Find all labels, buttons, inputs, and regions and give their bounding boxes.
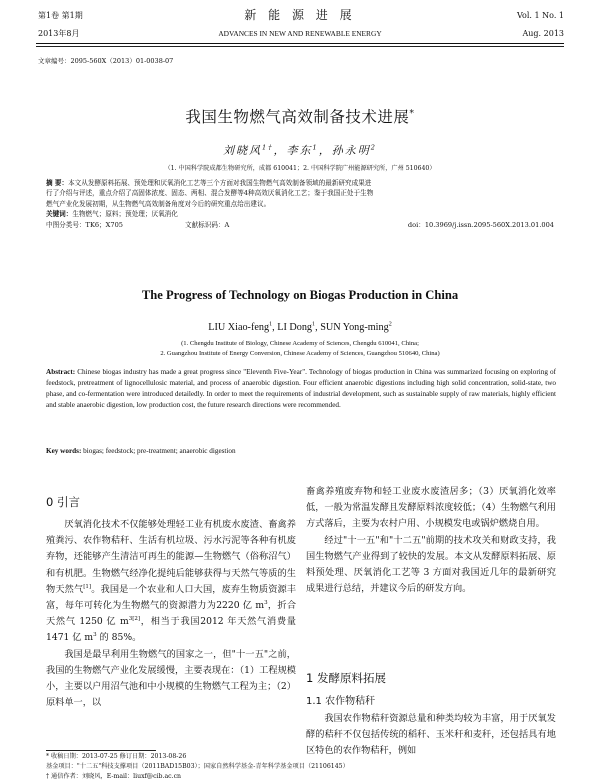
intro-heading: 0 引言 <box>46 495 80 509</box>
intro-paragraph-2: 我国是最早利用生物燃气的国家之一，但"十一五"之前，我国的生物燃气产业化发展缓慢，主要表现在：（1）工程规模小，主要以户用沼气池和中小规模的生物燃气工程为主；（2）原料单一，以 <box>46 648 296 709</box>
intro-p1-e: 的 85%。 <box>96 632 142 644</box>
en-affiliation-1: (1. Chengdu Institute of Biology, Chinese Academy of Sciences, Chengdu 610041, China; <box>181 340 419 347</box>
cn-title <box>0 105 600 127</box>
right-paragraph-1: 畜禽养殖废弃物和轻工业废水废渣居多；（3）厌氧消化效率低，一般为常温发酵且发酵原料浓度较低；（4）生物燃气利用方式落后，主要为农村户用、小规模发电或锅炉燃烧自用。 <box>306 486 556 530</box>
cn-abstract <box>46 178 558 220</box>
cn-abstract-line-3: 燃气产业化发展初期，从生物燃气高效制备角度对今后的研究重点给出建议。 <box>46 199 271 208</box>
article-number: 文章编号：2095-560X（2013）01-0038-07 <box>38 57 174 65</box>
footnote-received: * 收稿日期：2013-07-25 修订日期：2013-08-26 <box>46 753 187 760</box>
cn-abstract-label: 摘 要： <box>46 179 69 187</box>
section-1-1-heading: 1.1 农作物秸秆 <box>306 696 376 707</box>
footnote-rule <box>46 750 156 751</box>
intro-paragraph-1 <box>46 517 296 647</box>
en-affiliation-2: 2. Guangzhou Institute of Energy Conversion, Chinese Academy of Sciences, Guangzhou 510640, China) <box>160 350 440 357</box>
section-1-heading: 1 发酵原料拓展 <box>306 671 386 685</box>
footnote-author: † 通信作者：刘晓风，E-mail：liuxf@cib.ac.cn <box>46 773 182 780</box>
cn-author-3: ，孙永明 <box>318 144 371 157</box>
en-keywords <box>46 446 236 457</box>
header-rule-thin <box>36 46 564 47</box>
intro-sup-1: 3 <box>264 599 268 606</box>
en-title: The Progress of Technology on Biogas Production in China <box>141 288 459 302</box>
en-abstract-text: Chinese biogas industry has made a great progress since "Eleventh Five-Year". Technology of biogas production in China was summarized focusing on exploring of feedstock, pretreatment of lignocellulosic material, and process of anaerobic digestion. Four efficient anaerobic digestions including high solid concentration, solid-state, two phase, and co-fermentation were introduced detailedly. In order to meet the requirements of industrial development, such as sustainable supply of raw materials, highly efficient and stable anaerobic digestion, low production cost, the future research directions were recommended. <box>46 368 556 409</box>
cn-abstract-line-2: 行了介绍与评述，重点介绍了高固体浓度、固态、两相、混合发酵等4种高效厌氧消化工艺；鉴于我国正处于生物 <box>46 189 374 198</box>
intro-sup-2: 3[2] <box>128 616 141 623</box>
cn-author-2: ，李东 <box>273 144 313 157</box>
cn-author-2-sup: 1 <box>312 143 319 152</box>
left-column <box>46 517 296 711</box>
intro-p1-a: 厌氧消化技术不仅能够处理轻工业有机废水废渣、畜禽养殖粪污、农作物秸秆、生活有机垃圾、污水污泥等各种有机废弃物，还能够产生清洁可再生的能源—生物燃气（俗称沼气）和有机肥。生物燃气经净化提纯后能够获得与天然气等质的生物天然气 <box>46 519 296 595</box>
cn-abstract-line-1: 本文从发酵原料拓展、预处理和厌氧消化工艺等三个方面对我国生物燃气高效制备领域的最新研究成果进 <box>68 179 372 187</box>
header-date-cn: 2013年8月 <box>38 29 80 38</box>
journal-title-en: ADVANCES IN NEW AND RENEWABLE ENERGY <box>218 29 382 38</box>
cn-doc-code: 文献标识码：A <box>185 221 230 229</box>
intro-p1-b: 。我国是一个农业和人口大国，废弃生物质资源丰富，每年可转化为生物燃气的资源潜力为2220 亿 m <box>46 583 297 612</box>
footnote-fund: 基金项目："十二五"科技支撑项目（2011BAD15B03）；国家自然科学基金-青年科学基金项目（21106145） <box>46 763 349 770</box>
header-date-en: Aug. 2013 <box>522 29 564 38</box>
cn-title-text: 我国生物燃气高效制备技术进展 <box>185 108 410 126</box>
right-column <box>306 484 556 597</box>
cn-author-1: 刘晓风 <box>223 144 263 157</box>
header-volume-en: Vol. 1 No. 1 <box>517 11 564 20</box>
header-volume-cn: 第1卷 第1期 <box>38 11 83 20</box>
intro-p1-d: ，相当于我国2012 年天然气消费量 1471 亿 m <box>46 616 296 644</box>
cn-author-1-sup: 1† <box>262 143 274 152</box>
right-paragraph-2: 经过"十一五"和"十二五"前期的技术攻关和财政支持，我国生物燃气产业得到了较快的发展。本文从发酵原料拓展、原料预处理、厌氧消化工艺等 3 方面对我国近几年的最新研究成果进行总结，并建议今后的研发方向。 <box>306 534 556 595</box>
en-author-3-sup: 2 <box>388 321 392 328</box>
cn-author-3-sup: 2 <box>370 143 377 152</box>
intro-sup-3: 3 <box>93 632 97 639</box>
en-author-2-sup: 1 <box>312 321 316 328</box>
en-abstract-label: Abstract: <box>46 368 76 376</box>
en-keywords-text: biogas; feedstock; pre-treatment; anaerobic digestion <box>83 447 236 455</box>
cn-doi: doi：10.3969/j.issn.2095-560X.2013.01.004 <box>407 221 554 229</box>
intro-p1-c: ，折合天然气 1250 亿 m <box>46 600 297 628</box>
section-1-1-paragraph: 我国农作物秸秆资源总量和种类均较为丰富，用于厌氧发酵的秸秆不仅包括传统的稻秆、玉米秆和麦秆，还包括具有地区特色的农作物秸秆，例如 <box>306 713 556 757</box>
en-author-3: , SUN Yong-ming <box>315 322 389 333</box>
header-rule <box>36 43 564 44</box>
en-keywords-label: Key words: <box>46 447 82 455</box>
en-author-2: , LI Dong <box>272 322 313 333</box>
footnote <box>46 752 566 781</box>
cn-affiliation: （1. 中国科学院成都生物研究所，成都 610041；2. 中国科学院广州能源研究所，广州 510640） <box>164 165 436 172</box>
en-author-1: LIU Xiao-feng <box>208 322 270 333</box>
en-authors <box>0 322 600 333</box>
cn-authors <box>0 142 600 158</box>
cn-clc: 中图分类号：TK6；X705 <box>46 221 123 229</box>
journal-title-cn: 新 能 源 进 展 <box>244 8 356 22</box>
cn-keywords: 生物燃气；原料；预处理；厌氧消化 <box>72 210 178 219</box>
cn-title-mark: * <box>409 107 415 119</box>
cn-keywords-label: 关键词： <box>46 210 73 219</box>
intro-ref-1: [1] <box>83 583 92 590</box>
en-abstract <box>46 367 556 411</box>
en-author-1-sup: 1 <box>269 321 273 328</box>
